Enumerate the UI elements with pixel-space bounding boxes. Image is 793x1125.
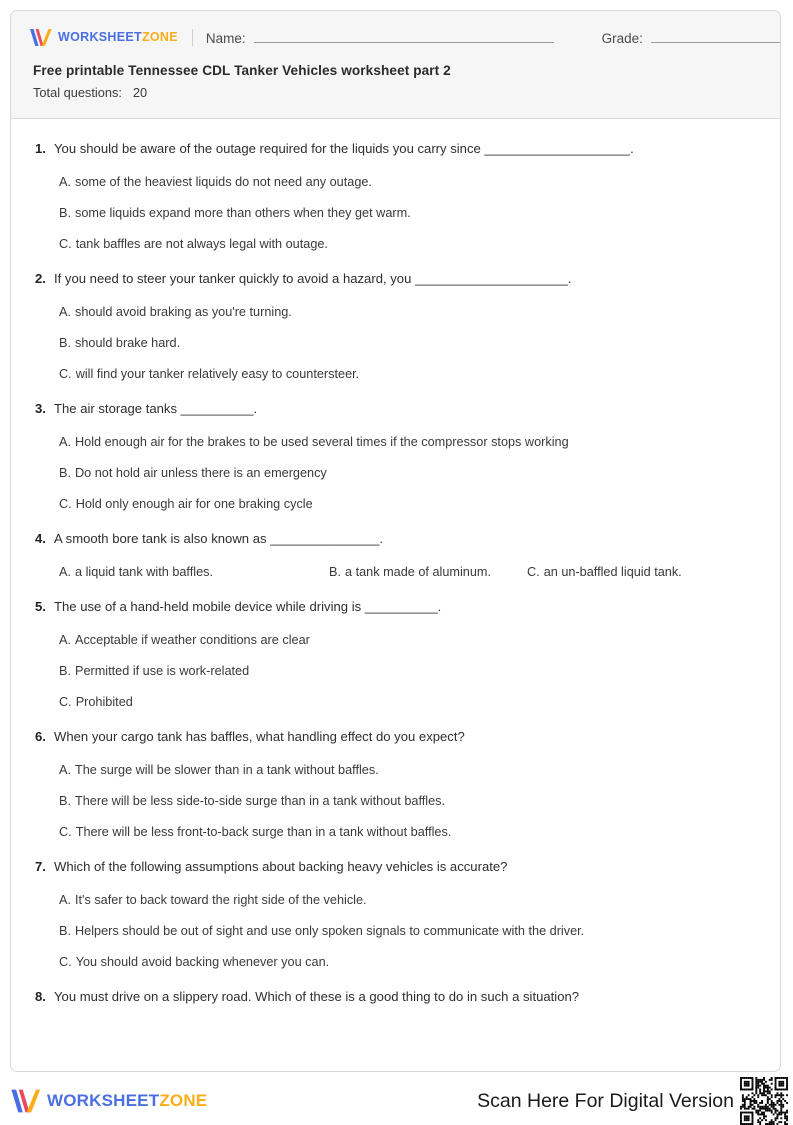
answer-option[interactable]	[59, 940, 756, 971]
option-text: should brake hard.	[75, 335, 181, 350]
question-item	[35, 988, 756, 1006]
option-text: Acceptable if weather conditions are clear	[75, 632, 310, 647]
question-item	[35, 858, 756, 971]
question-text: The use of a hand-held mobile device while driving is __________.	[54, 599, 442, 615]
option-list	[59, 550, 756, 581]
title-block	[33, 63, 451, 100]
page-footer	[0, 1080, 793, 1122]
option-list	[35, 618, 756, 711]
option-text: Hold only enough air for one braking cycle	[75, 497, 313, 512]
question-item	[35, 728, 756, 841]
question-text: A smooth bore tank is also known as _______________.	[54, 531, 384, 547]
option-letter: B.	[59, 205, 71, 220]
option-text: It's safer to back toward the right side of the vehicle.	[75, 892, 367, 907]
student-id-row	[29, 23, 766, 51]
question-item	[35, 598, 756, 711]
option-text: The surge will be slower than in a tank without baffles.	[75, 762, 379, 777]
name-field[interactable]	[206, 29, 554, 46]
option-letter: A.	[59, 304, 71, 319]
question-head	[35, 858, 756, 876]
question-number: 1.	[35, 141, 46, 156]
question-text: If you need to steer your tanker quickly to avoid a hazard, you _____________________.	[54, 271, 572, 287]
name-write-line[interactable]	[254, 29, 554, 43]
option-letter: A.	[59, 564, 71, 579]
option-letter: A.	[59, 762, 71, 777]
option-text: will find your tanker relatively easy to countersteer.	[75, 367, 360, 382]
question-number: 3.	[35, 401, 46, 417]
brand-word-worksheet-footer: WORKSHEET	[47, 1091, 160, 1110]
answer-option[interactable]	[59, 222, 756, 253]
option-list	[35, 748, 756, 841]
brand-word-worksheet: WORKSHEET	[58, 30, 142, 44]
option-text: Hold enough air for the brakes to be used several times if the compressor stops working	[75, 434, 569, 449]
question-number: 8.	[35, 989, 46, 1005]
option-letter: C.	[59, 367, 72, 382]
answer-option[interactable]	[59, 420, 756, 451]
brand-logo-footer	[10, 1088, 207, 1114]
option-text: Do not hold air unless there is an emergency	[75, 466, 327, 480]
question-item	[35, 530, 756, 581]
option-letter: C.	[59, 825, 72, 840]
answer-option[interactable]	[59, 321, 756, 352]
option-letter: A.	[59, 174, 71, 189]
option-list	[35, 878, 756, 971]
answer-option[interactable]	[59, 649, 756, 680]
option-letter: A.	[59, 892, 71, 907]
question-item	[35, 140, 756, 253]
question-head	[35, 728, 756, 746]
header-divider	[192, 29, 193, 46]
worksheet-card	[10, 10, 781, 1072]
scan-prompt-text: Scan Here For Digital Version	[477, 1089, 734, 1112]
question-head	[35, 988, 756, 1006]
option-text: a liquid tank with baffles.	[75, 564, 214, 579]
answer-option[interactable]	[59, 160, 756, 191]
grade-label: Grade:	[601, 30, 643, 46]
option-letter: B.	[59, 924, 71, 939]
answer-option[interactable]	[59, 451, 756, 482]
option-text: There will be less side-to-side surge than in a tank without baffles.	[75, 794, 446, 808]
option-letter: A.	[59, 434, 71, 449]
question-head	[35, 530, 756, 548]
question-item	[35, 400, 756, 513]
option-letter: B.	[329, 564, 341, 579]
question-head	[35, 270, 756, 288]
answer-option[interactable]	[59, 810, 756, 841]
option-text: Prohibited	[75, 695, 133, 710]
answer-option[interactable]	[59, 748, 756, 779]
name-label: Name:	[205, 30, 246, 46]
question-text: The air storage tanks __________.	[54, 401, 258, 417]
answer-option[interactable]	[59, 352, 756, 383]
question-text: You must drive on a slippery road. Which of these is a good thing to do in such a situation?	[54, 989, 580, 1005]
question-text: Which of the following assumptions about backing heavy vehicles is accurate?	[54, 859, 508, 875]
option-letter: C.	[59, 955, 72, 970]
question-item	[35, 270, 756, 383]
option-letter: B.	[59, 794, 71, 808]
option-list	[35, 290, 756, 383]
question-number: 7.	[35, 859, 46, 875]
question-head	[35, 598, 756, 616]
option-list	[35, 420, 756, 513]
option-text: You should avoid backing whenever you can.	[75, 955, 330, 970]
answer-option[interactable]	[59, 779, 756, 810]
option-letter: B.	[59, 663, 71, 678]
brand-wordmark-footer	[47, 1091, 207, 1111]
option-text: some of the heaviest liquids do not need any outage.	[75, 174, 372, 189]
brand-logo-header	[29, 28, 178, 47]
option-list	[35, 160, 756, 253]
question-number: 2.	[35, 271, 46, 287]
option-text: Helpers should be out of sight and use only spoken signals to communicate with the driver.	[75, 924, 585, 939]
answer-option[interactable]	[59, 909, 756, 940]
question-head	[35, 400, 756, 418]
question-head	[35, 140, 756, 158]
option-letter: A.	[59, 632, 71, 647]
worksheet-title: Free printable Tennessee CDL Tanker Vehicles worksheet part 2	[33, 63, 451, 78]
option-text: should avoid braking as you're turning.	[75, 304, 292, 319]
option-text: an un-baffled liquid tank.	[543, 564, 682, 579]
total-questions-label: Total questions:	[33, 85, 122, 100]
option-text: a tank made of aluminum.	[345, 564, 491, 579]
brand-word-zone-footer: ZONE	[159, 1091, 208, 1110]
question-text: When your cargo tank has baffles, what handling effect do you expect?	[54, 729, 465, 745]
worksheet-header	[11, 11, 780, 119]
option-text: some liquids expand more than others when they get warm.	[75, 205, 411, 220]
answer-option[interactable]	[59, 482, 756, 513]
brand-word-zone: ZONE	[141, 30, 178, 44]
qr-code-icon[interactable]	[740, 1077, 788, 1125]
worksheet-zone-logo-icon-footer	[10, 1088, 42, 1114]
option-letter: C.	[59, 695, 72, 710]
grade-write-line[interactable]	[651, 29, 781, 43]
option-letter: C.	[59, 497, 72, 512]
option-text: tank baffles are not always legal with outage.	[75, 236, 328, 251]
grade-field[interactable]	[602, 29, 781, 46]
answer-option[interactable]	[329, 564, 527, 581]
answer-option[interactable]	[59, 618, 756, 649]
answer-option[interactable]	[59, 878, 756, 909]
total-questions-row	[33, 85, 451, 100]
brand-wordmark-header	[58, 30, 178, 44]
option-text: There will be less front-to-back surge than in a tank without baffles.	[75, 825, 452, 840]
option-letter: B.	[59, 335, 71, 350]
total-questions-value: 20	[132, 85, 148, 100]
question-text: You should be aware of the outage required for the liquids you carry since ____________________.	[54, 141, 634, 156]
worksheet-zone-logo-icon	[29, 28, 53, 47]
question-number: 5.	[35, 599, 46, 615]
question-number: 6.	[35, 729, 46, 745]
option-letter: C.	[59, 236, 72, 251]
answer-option[interactable]	[59, 290, 756, 321]
answer-option[interactable]	[59, 564, 329, 581]
question-number: 4.	[35, 531, 46, 547]
questions-list	[11, 119, 780, 1006]
option-letter: B.	[59, 466, 71, 480]
option-text: Permitted if use is work-related	[75, 663, 250, 678]
option-letter: C.	[527, 564, 540, 579]
answer-option[interactable]	[527, 564, 756, 581]
answer-option[interactable]	[59, 191, 756, 222]
answer-option[interactable]	[59, 680, 756, 711]
